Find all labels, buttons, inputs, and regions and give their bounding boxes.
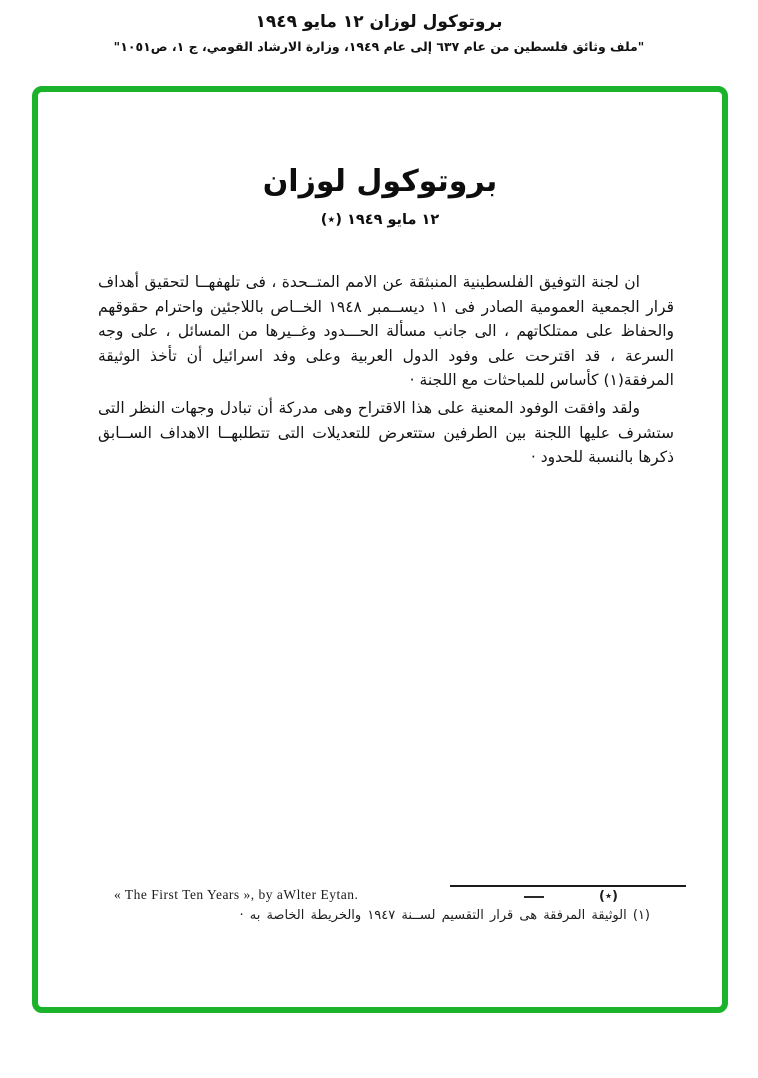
paragraph-block-2 [98,396,674,470]
footnote-star-marker: (٭) [599,889,618,904]
header-title: بروتوكول لوزان ١٢ مايو ١٩٤٩ [255,12,503,32]
document-page-green-border [32,86,728,1013]
footnote-arabic-note: (١) الوثيقة المرفقة هى قرار التقسيم لســنة ١٩٤٧ والخريطة الخاصة به · [239,908,650,923]
footnote-divider-rule [450,885,686,887]
paragraph-block-1 [98,270,674,393]
footnote-dash-mark [524,896,544,898]
page-subtitle-date: ١٢ مايو ١٩٤٩ (٭) [320,212,440,228]
paragraph-1: ان لجنة التوفيق الفلسطينية المنبثقة عن الامم المتــحدة ، فى تلهفهــا لتحقيق أهداف قرار الجمعية العمومية الصادر فى ١١ ديســمبر ١٩٤٨ الخــاص باللاجئين واحترام حقوقهم والحفاظ على ممتلكاتهم ، الى جانب مسألة الحـــدود وغــيرها من المسائل ، على وجه السرعة ، قد اقترحت على وفود الدول العربية وعلى وفد اسرائيل أن تأخذ الوثيقة المرفقة(١) كأساس للمباحثات مع اللجنة · [98,273,674,389]
footnote-english-reference: « The First Ten Years », by aWlter Eytan. [114,887,359,902]
header-source-citation: "ملف وثائق فلسطين من عام ٦٣٧ إلى عام ١٩٤٩، وزارة الارشاد القومي، ج ١، ص١٠٥١" [113,39,645,54]
paragraph-2: ولقد وافقت الوفود المعنية على هذا الاقتراح وهى مدركة أن تبادل وجهات النظر التى ستشرف عليها اللجنة بين الطرفين ستتعرض للتعديلات التى تتطلبهــا الاهداف الســابق ذكرها بالنسبة للحدود · [98,399,674,466]
top-header [0,12,758,54]
page-title: بروتوكول لوزان [262,164,498,199]
